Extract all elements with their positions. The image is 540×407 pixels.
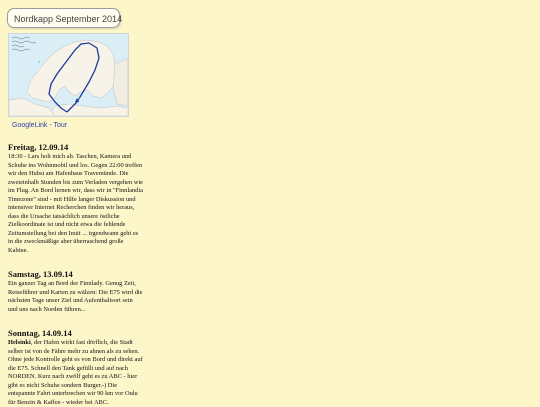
diary-entry	[8, 142, 143, 255]
entry-date: Sonntag, 14.09.14	[8, 328, 72, 338]
entry-text: Ein ganzer Tag an Bord der Finnlady. Genug Zeit, Reiseführer und Karten zu wälzen: Die E75 wird die nächsten Tage unser Ziel und Aufenthaltsort sein und uns nach Norden führen...	[8, 280, 143, 313]
google-link-tour[interactable]: GoogleLink - Tour	[12, 122, 68, 129]
route-map-image[interactable]	[8, 33, 129, 117]
route-map-graphic	[9, 34, 128, 116]
entry-date: Freitag, 12.09.14	[8, 142, 69, 152]
entry-text: 18:30 - Lars holt mich ab. Taschen, Kamera und Schuhe ins Wohnmobil und los. Gegen 22:00 treffen wir den Hubsi am Hafenhaus Travemünde. Die zweieinhalb Stunden bis zum Verladen vergehen wie im Flug. An Bord lernen wir, dass wir in "Finnlandia Timezone" sind - mit Hilfe langer Diskussion und intensiver Internet Recherchen finden wir heraus, dass die Ursache tatsächlich unsere östliche Zielkoordinate ist und nicht etwa die fehlende Zeitumstellung bei den Inuit ... irgendwann geht es in die zweckmäßige aber überraschend große Kabine.	[8, 153, 143, 254]
entry-text: , der Hafen wirkt fast dörflich, die Stadt selber ist von de Fähre mehr zu ahnen als zu sehen. Ohne jede Kontrolle geht es von Bord und direkt auf die E75. Schnell den Tank gefüllt und auf nach NORDEN. Kurz nach zwölf geht es zu ABC - hier gibt es nicht Schuhe sondern Burger.-) Die entspannte Fahrt unterbrechen wir 90 km vor Oulu für Benzin & Kaffee - wieder bei ABC.	[8, 339, 143, 406]
entry-date: Samstag, 13.09.14	[8, 269, 73, 279]
diary-entry	[8, 328, 143, 407]
page-title: Nordkapp September 2014	[7, 8, 120, 28]
entry-place: Helsinki	[8, 339, 31, 346]
entry-text-container	[8, 339, 143, 407]
diary-entry	[8, 269, 143, 314]
